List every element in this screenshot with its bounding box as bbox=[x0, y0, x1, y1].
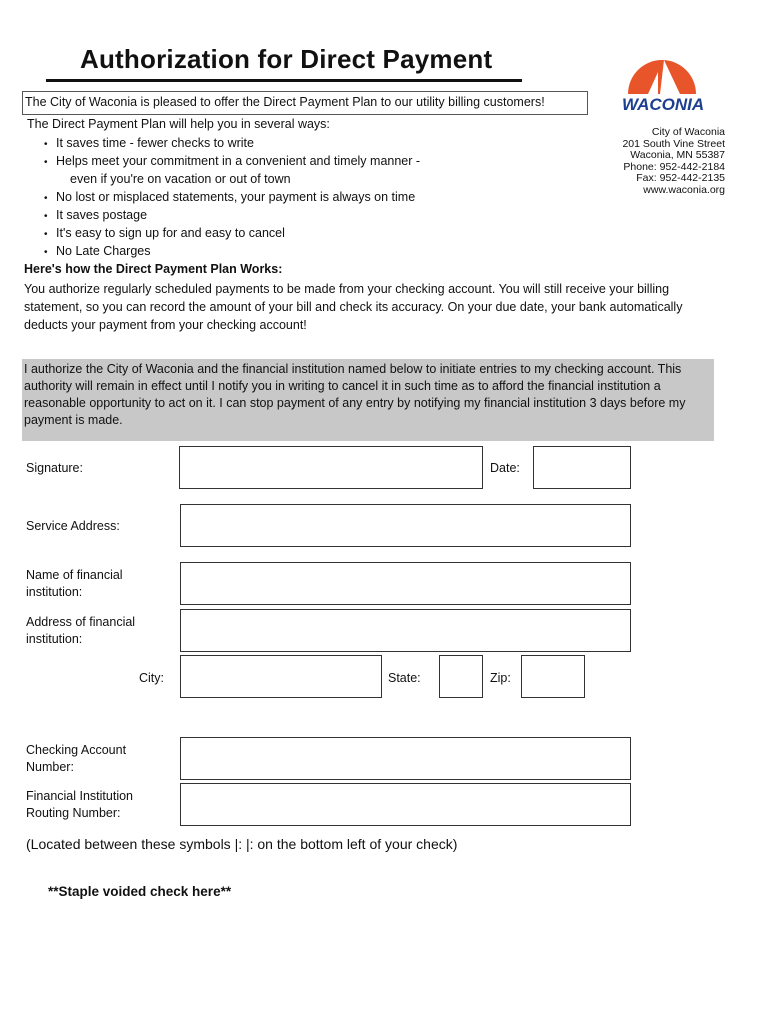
contact-fax: Fax: 952-442-2135 bbox=[636, 172, 725, 185]
intro-text: The City of Waconia is pleased to offer the Direct Payment Plan to our utility billing customers! bbox=[22, 91, 588, 115]
routing-location-note: (Located between these symbols |: |: on the bottom left of your check) bbox=[26, 836, 458, 852]
contact-info bbox=[622, 127, 725, 197]
city-label: City: bbox=[139, 671, 164, 685]
institution-name-field[interactable] bbox=[180, 562, 631, 605]
staple-note: **Staple voided check here** bbox=[48, 884, 232, 899]
contact-street: 201 South Vine Street bbox=[622, 137, 725, 150]
city-field[interactable] bbox=[180, 655, 382, 698]
waconia-logo bbox=[620, 50, 730, 116]
checking-account-field[interactable] bbox=[180, 737, 631, 780]
sailboat-sun-icon bbox=[620, 50, 730, 116]
list-item: • Helps meet your commitment in a convenient and timely manner - bbox=[44, 154, 421, 168]
state-field[interactable] bbox=[439, 655, 483, 698]
list-item: • It saves postage bbox=[44, 208, 148, 222]
zip-label: Zip: bbox=[490, 671, 511, 685]
contact-website[interactable]: www.waconia.org bbox=[643, 183, 725, 196]
list-item-continuation: even if you're on vacation or out of town bbox=[70, 172, 291, 186]
logo-text: WACONIA bbox=[622, 95, 705, 114]
list-item: • It's easy to sign up for and easy to cancel bbox=[44, 226, 285, 240]
checking-account-label: Checking Account Number: bbox=[26, 743, 127, 774]
service-address-field[interactable] bbox=[180, 504, 631, 547]
routing-number-field[interactable] bbox=[180, 783, 631, 826]
institution-address-label: Address of financial institution: bbox=[26, 615, 136, 646]
how-it-works-body: You authorize regularly scheduled payments to be made from your checking account. You will still receive your billing statement, so you can record the amount of your bill and check its accuracy. On your due date, your bank automatically deducts your payment from your checking account! bbox=[24, 282, 683, 332]
institution-address-field[interactable] bbox=[180, 609, 631, 652]
benefits-list bbox=[44, 134, 420, 260]
zip-field[interactable] bbox=[521, 655, 585, 698]
list-item: • No Late Charges bbox=[44, 244, 151, 258]
page-title: Authorization for Direct Payment bbox=[80, 44, 493, 74]
signature-field[interactable] bbox=[179, 446, 483, 489]
date-label: Date: bbox=[490, 461, 520, 475]
service-address-label: Service Address: bbox=[26, 519, 120, 533]
routing-number-label: Financial Institution Routing Number: bbox=[26, 789, 134, 820]
authorization-statement: I authorize the City of Waconia and the financial institution named below to initiate entries to my checking account. This authority will remain in effect until I notify you in writing to cancel it in such time as to afford the financial institution a reasonable opportunity to act on it. I can stop payment of any entry by notifying my financial institution 3 days before my payment is made. bbox=[22, 359, 714, 441]
state-label: State: bbox=[388, 671, 421, 685]
date-field[interactable] bbox=[533, 446, 631, 489]
list-item: • No lost or misplaced statements, your payment is always on time bbox=[44, 190, 416, 204]
how-it-works-heading: Here's how the Direct Payment Plan Works: bbox=[24, 262, 283, 276]
signature-label: Signature: bbox=[26, 461, 83, 475]
title-underline bbox=[46, 79, 522, 82]
list-item: • It saves time - fewer checks to write bbox=[44, 136, 254, 150]
contact-phone: Phone: 952-442-2184 bbox=[623, 160, 725, 173]
contact-city: Waconia, MN 55387 bbox=[630, 149, 725, 162]
institution-name-label: Name of financial institution: bbox=[26, 568, 123, 599]
contact-name: City of Waconia bbox=[651, 126, 725, 138]
benefits-heading: The Direct Payment Plan will help you in several ways: bbox=[27, 117, 330, 131]
